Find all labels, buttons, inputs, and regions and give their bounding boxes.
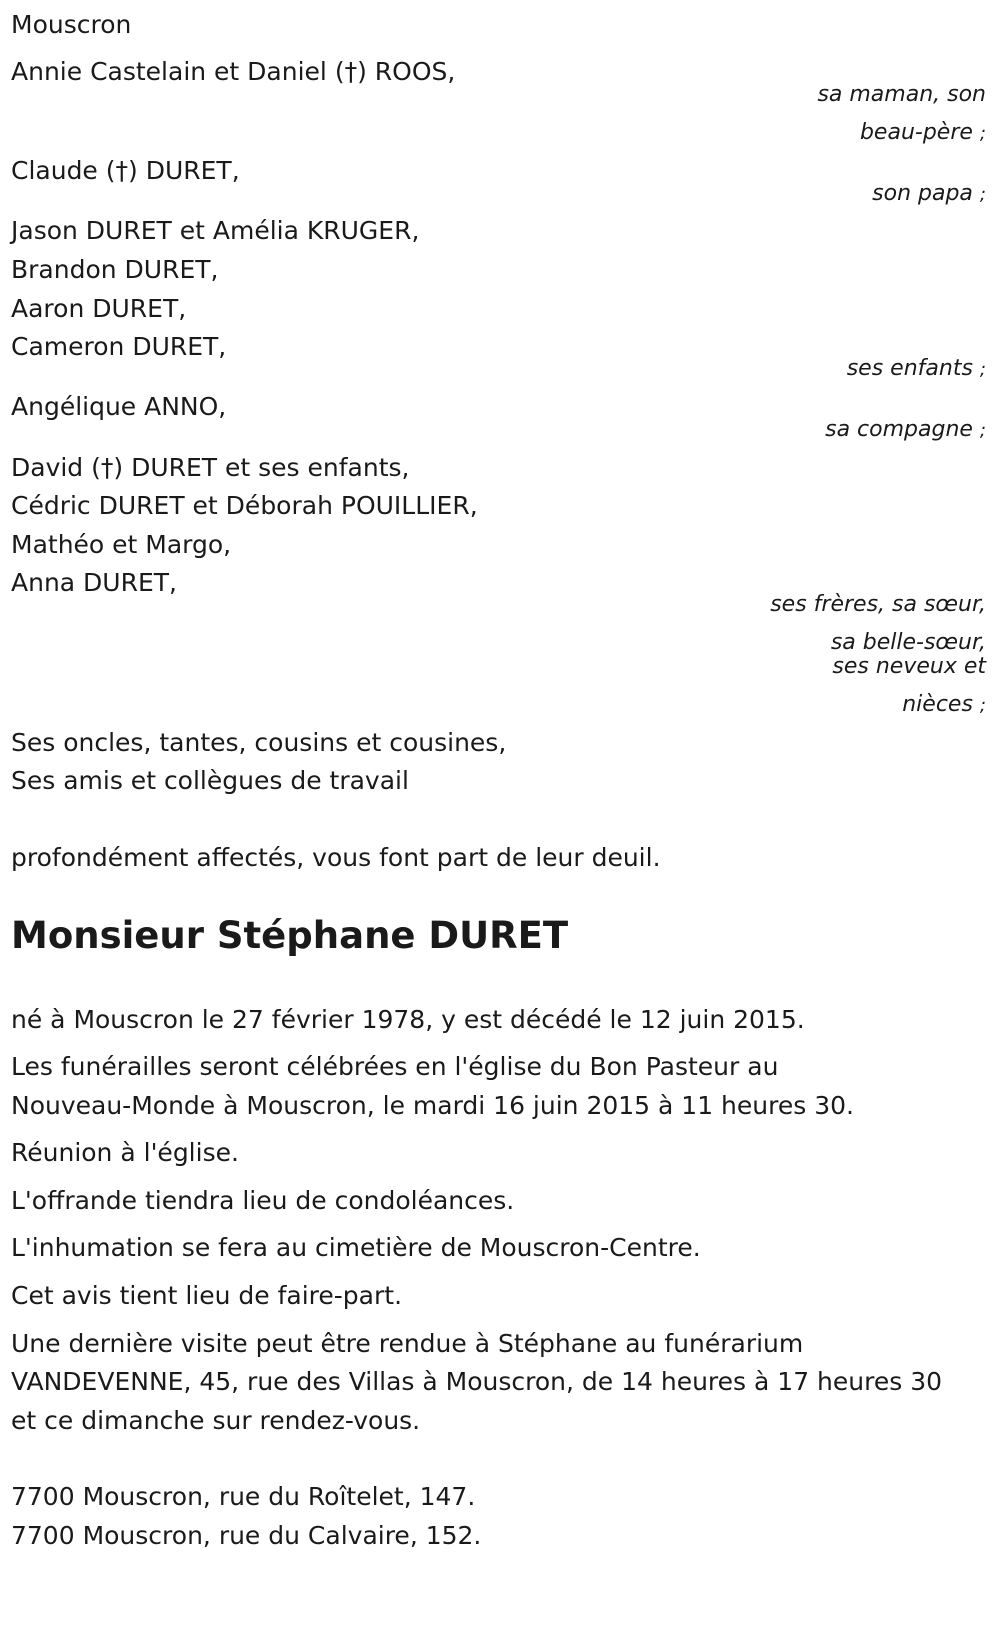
announcement-text: profondément affectés, vous font part de leur deuil. xyxy=(11,843,661,872)
place-heading: Mouscron xyxy=(11,10,132,39)
family-line: Anna DURET, xyxy=(11,568,177,597)
family-line: Aaron DURET, xyxy=(11,294,187,323)
family-line: Cameron DURET, xyxy=(11,332,227,361)
family-line: Cédric DURET et Déborah POUILLIER, xyxy=(11,491,478,520)
address-line: 7700 Mouscron, rue du Calvaire, 152. xyxy=(11,1521,482,1550)
relation-label: beau-père ; xyxy=(859,120,986,145)
detail-line: né à Mouscron le 27 février 1978, y est décédé le 12 juin 2015. xyxy=(11,1005,805,1034)
family-line: David (†) DURET et ses enfants, xyxy=(11,453,410,482)
family-line: Claude (†) DURET, xyxy=(11,156,240,185)
relation-label: ses enfants ; xyxy=(846,356,986,381)
extended-family-line: Ses amis et collègues de travail xyxy=(11,766,409,795)
family-line: Mathéo et Margo, xyxy=(11,530,232,559)
detail-line: Réunion à l'église. xyxy=(11,1138,239,1167)
detail-line: Nouveau-Monde à Mouscron, le mardi 16 juin 2015 à 11 heures 30. xyxy=(11,1091,854,1120)
deceased-name: Monsieur Stéphane DURET xyxy=(11,914,569,957)
relation-label: sa maman, son xyxy=(817,82,986,107)
family-line: Jason DURET et Amélia KRUGER, xyxy=(11,216,420,245)
relation-label: ses frères, sa sœur, xyxy=(770,592,986,617)
detail-line: Une dernière visite peut être rendue à Stéphane au funérarium xyxy=(11,1329,804,1358)
detail-line: VANDEVENNE, 45, rue des Villas à Mouscron, de 14 heures à 17 heures 30 xyxy=(11,1367,943,1396)
detail-line: Cet avis tient lieu de faire-part. xyxy=(11,1281,403,1310)
detail-line: L'inhumation se fera au cimetière de Mouscron-Centre. xyxy=(11,1233,701,1262)
address-line: 7700 Mouscron, rue du Roîtelet, 147. xyxy=(11,1482,476,1511)
relation-label: nièces ; xyxy=(902,692,986,717)
relation-label: sa compagne ; xyxy=(825,417,986,442)
family-line: Annie Castelain et Daniel (†) ROOS, xyxy=(11,57,456,86)
family-line: Brandon DURET, xyxy=(11,255,219,284)
detail-line: L'offrande tiendra lieu de condoléances. xyxy=(11,1186,515,1215)
family-line: Angélique ANNO, xyxy=(11,392,227,421)
relation-label: son papa ; xyxy=(872,181,986,206)
extended-family-line: Ses oncles, tantes, cousins et cousines, xyxy=(11,728,507,757)
relation-label: ses neveux et xyxy=(832,654,986,679)
detail-line: Les funérailles seront célébrées en l'église du Bon Pasteur au xyxy=(11,1052,779,1081)
relation-label: sa belle-sœur, xyxy=(830,630,986,655)
detail-line: et ce dimanche sur rendez-vous. xyxy=(11,1406,421,1435)
